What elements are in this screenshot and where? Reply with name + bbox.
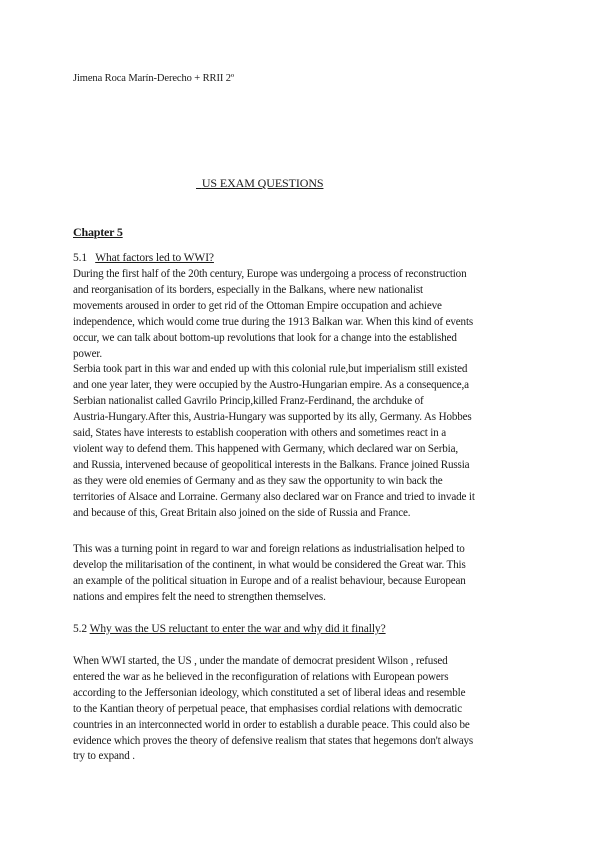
text-line: Austria-Hungary.After this, Austria-Hungary was supported by its ally, Germany. As Hobbes [73, 411, 472, 424]
question-5-2-heading [73, 623, 386, 635]
text-line: territories of Alsace and Lorraine. Germany also declared war on France and tried to invade it [73, 490, 475, 503]
text-line: Serbian nationalist called Gavrilo Princip,killed Franz-Ferdinand, the archduke of [73, 395, 424, 408]
author-line: Jimena Roca Marín-Derecho + RRII 2º [73, 73, 235, 84]
document-title [196, 176, 323, 191]
question-5-1-heading [73, 252, 214, 264]
text-line: independence, which would come true during the 1913 Balkan war. When this kind of events [73, 315, 474, 328]
question-text: What factors led to WWI? [95, 252, 214, 264]
question-5-2-paragraph-1 [73, 654, 543, 765]
text-line: evidence which proves the theory of defensive realism that states that hegemons don't always [73, 734, 474, 747]
text-line: power. [73, 347, 102, 360]
text-line: Serbia took part in this war and ended up with this colonial rule,but imperialism still existed [73, 363, 468, 376]
text-line: an example of the political situation in Europe and of a realist behaviour, because European [73, 574, 466, 587]
text-line: nations and empires felt the need to strengthen themselves. [73, 590, 326, 603]
text-line: movements aroused in order to get rid of the Ottoman Empire occupation and achieve [73, 299, 442, 312]
chapter-heading: Chapter 5 [73, 225, 123, 239]
question-number: 5.2 [73, 623, 88, 635]
text-line: and one year later, they were occupied by the Austro-Hungarian empire. As a consequence,a [73, 379, 469, 392]
text-line: develop the militarisation of the continent, in what would be considered the Great war. This [73, 558, 466, 571]
title-text: US EXAM QUESTIONS [201, 176, 324, 190]
text-line: When WWI started, the US , under the mandate of democrat president Wilson , refused [73, 655, 448, 667]
text-line: and because of this, Great Britain also joined on the side of Russia and France. [73, 506, 411, 519]
question-5-1-paragraph-1 [73, 267, 543, 522]
text-line: try to expand . [73, 750, 135, 763]
text-line: countries in an interconnected world in order to establish a durable peace. This could also be [73, 718, 470, 731]
text-line: occur, we can talk about bottom-up revolutions that look for a change into the established [73, 331, 457, 344]
text-line: according to the Jeffersonian ideology, which constituted a set of liberal ideas and resemble [73, 686, 466, 699]
text-line: and reorganisation of its borders, especially in the Balkans, where new nationalist [73, 283, 423, 296]
text-line: During the first half of the 20th century, Europe was undergoing a process of reconstruction [73, 268, 467, 280]
text-line: as they were old enemies of Germany and as they saw the opportunity to win back the [73, 474, 443, 487]
text-line: to the Kantian theory of perpetual peace, that emphasises cordial relations with democratic [73, 702, 462, 715]
text-line: This was a turning point in regard to war and foreign relations as industrialisation helped to [73, 543, 465, 555]
question-text: Why was the US reluctant to enter the war and why did it finally? [89, 623, 386, 635]
question-5-1-paragraph-2 [73, 542, 543, 606]
text-line: violent way to defend them. This happened with Germany, which declared war on Serbia, [73, 442, 458, 455]
question-number: 5.1 [73, 252, 88, 264]
text-line: and Russia, intervened because of geopolitical interests in the Balkans. France joined Russia [73, 458, 470, 471]
text-line: entered the war as he believed in the reconfiguration of relations with European powers [73, 670, 449, 683]
text-line: said, States have interests to establish cooperation with others and sometimes react in a [73, 427, 446, 440]
